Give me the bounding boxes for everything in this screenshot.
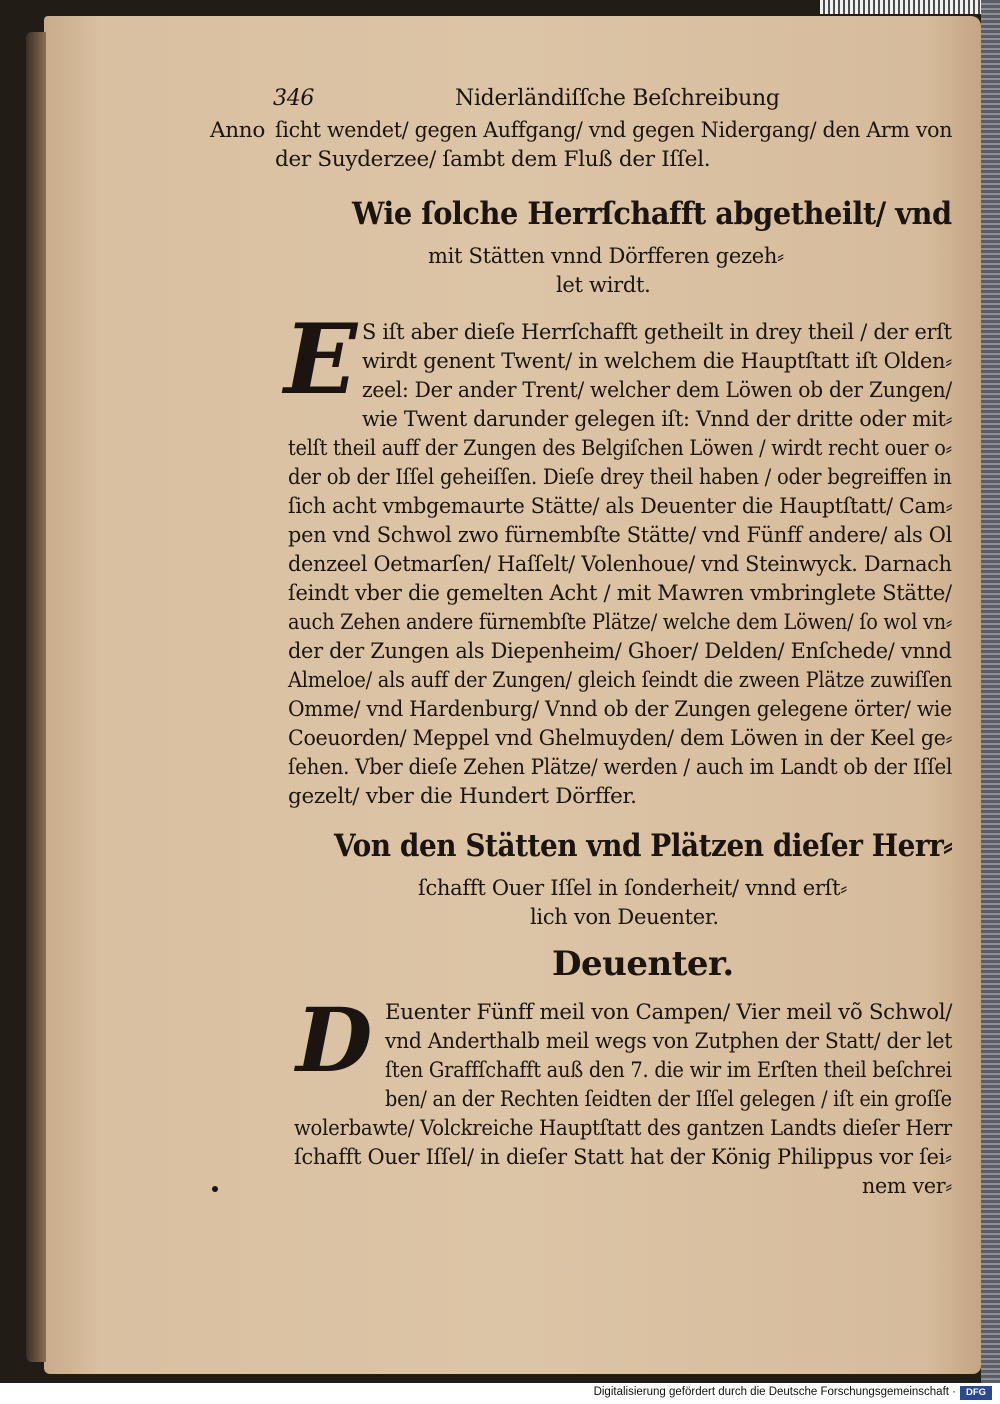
color-calibration-strip <box>820 0 1000 14</box>
body-line: ſten Graffſchafft auß den 7. die wir im Erſten theil beſchrei <box>385 1058 952 1083</box>
body-line: denzeel Oetmarſen/ Haſſelt/ Volenhoue/ vnd Steinwyck. Darnach <box>288 552 952 577</box>
ink-spot <box>212 1186 218 1192</box>
body-line: auch Zehen andere fürnembſte Plätze/ welche dem Löwen/ ſo wol vn⸗ <box>288 610 953 635</box>
body-line: ſeindt vber die gemelten Acht / mit Mawren vmbringlete Stätte/ <box>288 581 952 606</box>
section-subheading: ſchafft Ouer Iſſel in ſonderheit/ vnnd erſt⸗ <box>418 876 847 900</box>
section-subheading: lich von Deuenter. <box>530 905 719 929</box>
body-line: ſehen. Vber dieſe Zehen Plätze/ werden / auch im Landt ob der Iſſel <box>288 755 953 780</box>
body-line: Coeuorden/ Meppel vnd Ghelmuyden/ dem Löwen in der Keel ge⸗ <box>288 726 953 751</box>
funding-text: Digitalisierung gefördert durch die Deutsche Forschungsgemeinschaft · <box>593 1386 956 1398</box>
body-line: ſchafft Ouer Iſſel/ in dieſer Statt hat der König Philippus vor ſei⸗ <box>294 1145 952 1170</box>
body-line: Omme/ vnd Hardenburg/ Vnnd ob der Zungen gelegene örter/ wie <box>288 697 952 722</box>
page-number: 346 <box>273 86 315 111</box>
section-heading: Deuenter. <box>552 944 734 984</box>
body-line: pen vnd Schwol zwo fürnembſte Stätte/ vnd Fünff andere/ als Ol <box>288 523 952 548</box>
catchword: nem ver⸗ <box>862 1174 952 1199</box>
section-heading: Wie ſolche Herrſchafft abgetheilt/ vnd <box>352 196 952 232</box>
body-line: wolerbawte/ Volckreiche Hauptſtatt des gantzen Landts dieſer Herr <box>294 1116 952 1141</box>
dfg-logo: DFG <box>960 1386 992 1400</box>
body-line: Almeloe/ als auff der Zungen/ gleich ſeindt die zween Plätze zuwiſſen <box>288 668 953 693</box>
drop-capital: D <box>296 988 373 1092</box>
body-line: wie Twent darunder gelegen iſt: Vnnd der dritte oder mit⸗ <box>362 407 953 432</box>
intro-line: ſicht wendet/ gegen Auffgang/ vnd gegen Nidergang/ den Arm von <box>275 118 953 143</box>
body-line: ben/ an der Rechten ſeidten der Iſſel gelegen / iſt ein groſſe <box>385 1087 952 1112</box>
drop-capital: E <box>284 303 358 416</box>
section-subheading: mit Stätten vnnd Dörfferen gezeh⸗ <box>428 244 784 268</box>
body-line: vnd Anderthalb meil wegs von Zutphen der Statt/ der let <box>385 1029 953 1054</box>
body-line: Euenter Fünff meil von Campen/ Vier meil võ Schwol/ <box>385 1000 953 1025</box>
running-title: Niderländiſſche Beſchreibung <box>455 86 780 111</box>
body-line: der ob der Iſſel geheiſſen. Dieſe drey theil haben / oder begreiffen in <box>288 465 952 490</box>
body-line: S iſt aber dieſe Herrſchafft getheilt in drey theil / der erſt <box>362 320 952 345</box>
margin-note: Anno <box>210 118 265 143</box>
body-line: telſt theil auff der Zungen des Belgiſchen Löwen / wirdt recht ouer o⸗ <box>288 436 952 461</box>
body-line: zeel: Der ander Trent/ welcher dem Löwen ob der Zungen/ <box>362 378 952 403</box>
section-heading: Von den Stätten vnd Plätzen dieſer Herr⸗ <box>334 828 953 864</box>
page-stack-edge <box>981 0 1000 1383</box>
body-line: der der Zungen als Diepenheim/ Ghoer/ Delden/ Enſchede/ vnnd <box>288 639 952 664</box>
body-line: ſich acht vmbgemaurte Stätte/ als Deuenter die Hauptſtatt/ Cam⸗ <box>288 494 953 519</box>
body-line: wirdt genent Twent/ in welchem die Hauptſtatt iſt Olden⸗ <box>362 349 952 374</box>
body-line: gezelt/ vber die Hundert Dörffer. <box>288 784 637 809</box>
funding-footer <box>0 1383 1000 1404</box>
intro-line: der Suyderzee/ ſambt dem Fluß der Iſſel. <box>275 147 711 172</box>
section-subheading: let wirdt. <box>556 273 651 297</box>
